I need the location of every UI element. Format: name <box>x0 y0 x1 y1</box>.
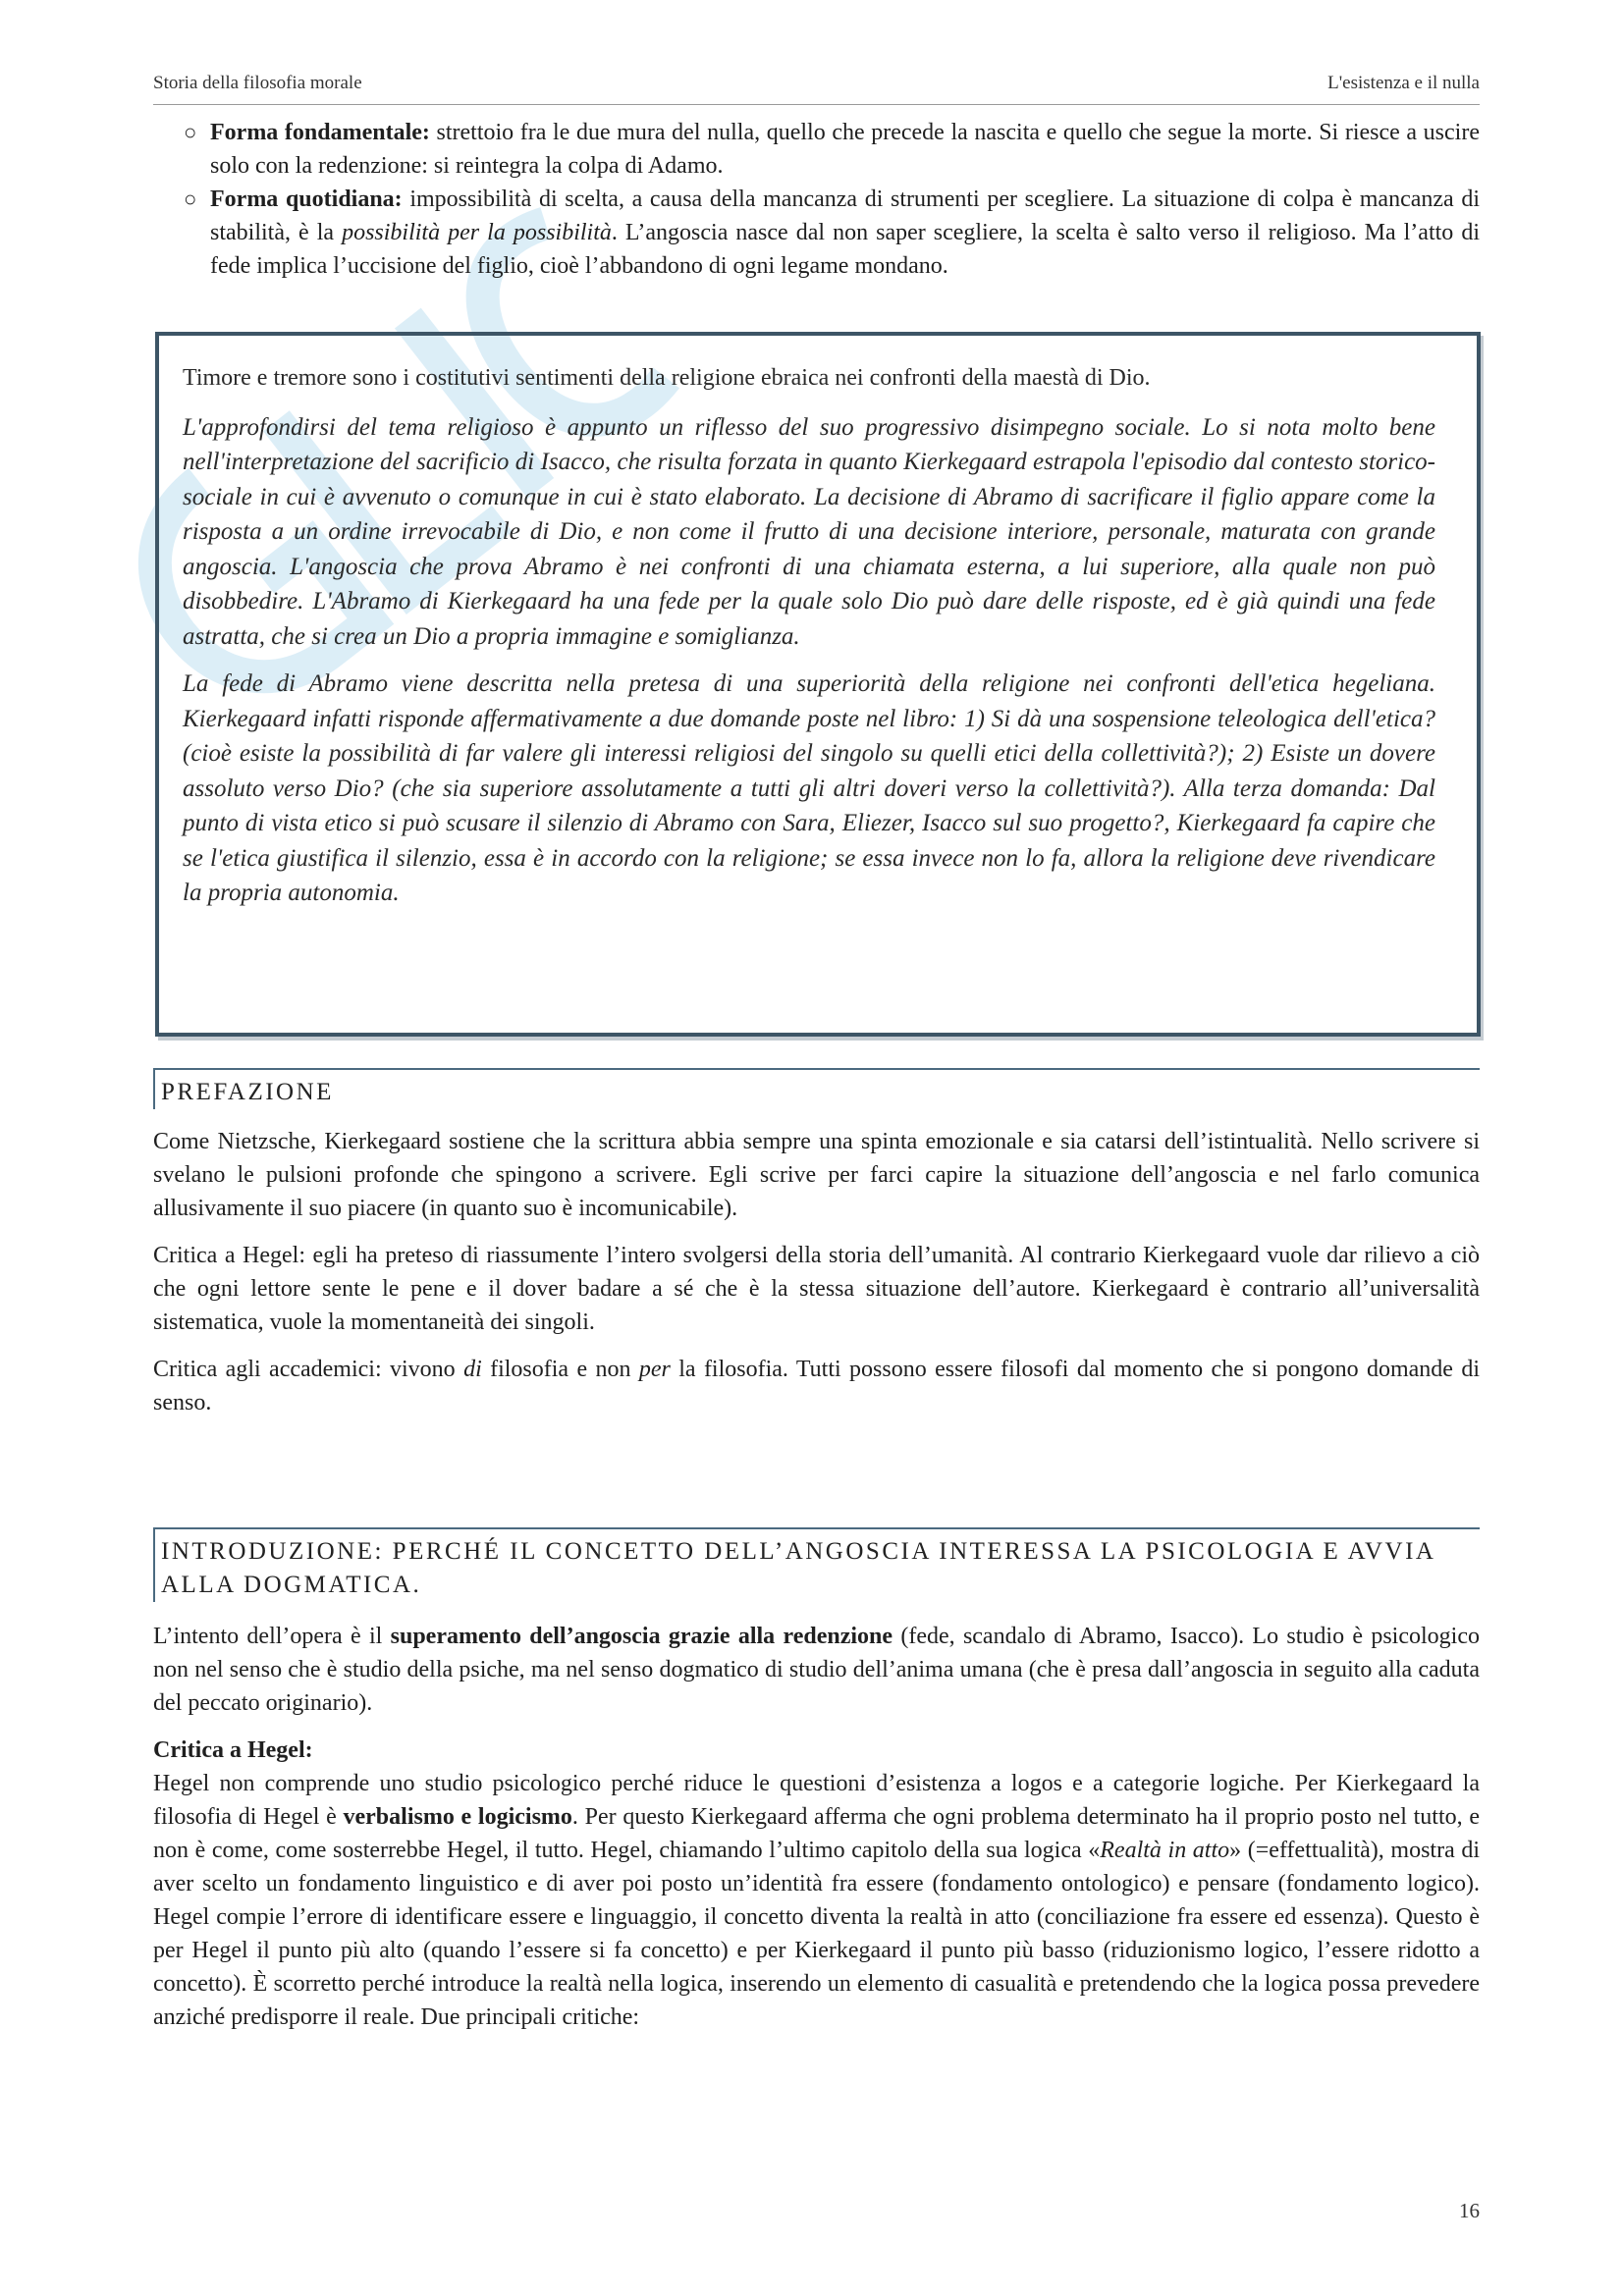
text-run-bold: verbalismo e logicismo <box>343 1804 572 1830</box>
text-run-italic: per <box>638 1357 671 1382</box>
section-heading-introduzione: INTRODUZIONE: PERCHÉ IL CONCETTO DELL’ANGOSCIA INTERESSA LA PSICOLOGIA E AVVIA ALLA DOGMATICA. <box>153 1527 1480 1602</box>
introduzione-body <box>153 1620 1480 2048</box>
quote-intro: Timore e tremore sono i costitutivi sentimenti della religione ebraica nei confronti della maestà di Dio. <box>183 365 1151 391</box>
quote-box <box>155 332 1481 1037</box>
text-run-italic: Realtà in atto <box>1100 1838 1230 1863</box>
circle-bullet-icon: ○ <box>184 120 197 144</box>
bullet-text: strettoio fra le due mura del nulla, quello che precede la nascita e quello che segue la morte. Si riesce a uscire solo con la redenzione: si reintegra la colpa di Adamo. <box>210 120 1480 179</box>
text-run: Critica agli accademici: vivono <box>153 1357 464 1382</box>
text-run: (fede, scandalo di Abramo, Isacco). Lo studio è psicologico non nel senso che è studio della psiche, ma nel senso dogmatico di studio dell’anima umana (che è presa dall’angoscia in seguito alla caduta del peccato originario). <box>153 1624 1480 1716</box>
circle-bullet-icon: ○ <box>184 187 197 211</box>
text-run: . Per questo Kierkegaard afferma che ogni problema determinato ha il proprio posto nel tutto, e non è come, come sosterrebbe Hegel, il tutto. Hegel, chiamando l’ultimo capitolo della sua logica « <box>153 1804 1480 1863</box>
bullet-term: Forma fondamentale: <box>210 120 430 145</box>
page-number: 16 <box>1459 2199 1480 2222</box>
bullet-text: impossibilità di scelta, a causa della mancanza di strumenti per scegliere. La situazione di colpa è mancanza di stabilità, è la <box>210 187 1481 245</box>
text-run-bold: superamento dell’angoscia grazie alla redenzione <box>390 1624 893 1649</box>
text-run: L’intento dell’opera è il <box>153 1624 391 1649</box>
quote-paragraph: L'approfondirsi del tema religioso è appunto un riflesso del suo progressivo disimpegno sociale. Lo si nota molto bene nell'interpretazione del sacrificio di Isacco, che risulta forzata in quanto Kierkegaard estrapola l'episodio dal contesto storico-sociale in cui è avvenuto o comunque in cui è stato elaborato. La decisione di Abramo di sacrificare il figlio appare come la risposta a un ordine irrevocabile di Dio, e non come il frutto di una decisione interiore, personale, maturata con grande angoscia. L'angoscia che prova Abramo è nei confronti di una chiamata esterna, a lui superiore, alla quale non può disobbedire. L'Abramo di Kierkegaard ha una fede per la quale solo Dio può dare delle risposte, ed è già quindi una fede astratta, che si crea un Dio a propria immagine e somiglianza. <box>183 413 1435 650</box>
text-run: » (=effettualità), mostra di aver scelto un fondamento linguistico e di aver poi posto un’identità fra essere (fondamento ontologico) e pensare (fondamento logico). Hegel compie l’errore di identificare essere e linguaggio, il concetto diventa la realtà in atto (conciliazione fra essere ed essenza). Questo è per Hegel il punto più alto (quando l’essere si fa concetto) e per Kierkegaard il punto più basso (riduzionismo logico, l’essere ridotto a concetto). È scorretto perché introduce la realtà nella logica, inserendo un elemento di casualità e pretendendo che la logica possa prevedere anziché predisporre il reale. Due principali critiche: <box>153 1838 1481 2030</box>
header-course-title: Storia della filosofia morale <box>153 73 362 93</box>
paragraph: Critica a Hegel: egli ha preteso di riassumente l’intero svolgersi della storia dell’umanità. Al contrario Kierkegaard vuole dar rilievo a ciò che ogni lettore sente le pene e il dover badare a sé che è la stessa situazione dell’autore. Kierkegaard è contrario all’universalità sistematica, vuole la momentaneità dei singoli. <box>153 1243 1480 1335</box>
text-run: filosofia e non <box>481 1357 639 1382</box>
list-item <box>184 116 1480 183</box>
bullet-text: . L’angoscia nasce dal non saper scegliere, la scelta è salto verso il religioso. Ma l’atto di fede implica l’uccisione del figlio, cioè l’abbandono di ogni legame mondano. <box>210 220 1480 279</box>
header-chapter-title: L'esistenza e il nulla <box>1327 73 1480 93</box>
paragraph: Come Nietzsche, Kierkegaard sostiene che la scrittura abbia sempre una spinta emozionale e sia catarsi dell’istintualità. Nello scrivere si svelano le pulsioni profonde che spingono a scrivere. Egli scrive per farci capire la situazione dell’angoscia e nel farlo comunica allusivamente il suo piacere (in quanto suo è incomunicabile). <box>153 1129 1480 1221</box>
bullet-term: Forma quotidiana: <box>210 187 403 212</box>
paragraph <box>153 1353 1480 1419</box>
subheading-text: Critica a Hegel: <box>153 1737 313 1763</box>
text-run: la filosofia. Tutti possono essere filosofi dal momento che si pongono domande di senso. <box>153 1357 1480 1415</box>
paragraph <box>153 1620 1480 1720</box>
list-item <box>184 183 1481 283</box>
section-heading-prefazione: PREFAZIONE <box>153 1068 1480 1109</box>
text-run: Hegel non comprende uno studio psicologico perché riduce le questioni d’esistenza a logos e a categorie logiche. Per Kierkegaard la filosofia di Hegel è <box>153 1771 1480 1830</box>
paragraph <box>153 1767 1480 2034</box>
text-run-italic: di <box>463 1357 482 1382</box>
prefazione-body <box>153 1125 1480 1433</box>
quote-paragraph: La fede di Abramo viene descritta nella pretesa di una superiorità della religione nei confronti dell'etica hegeliana. Kierkegaard infatti risponde affermativamente a due domande poste nel libro: 1) Si dà una sospensione teleologica dell'etica? (cioè esiste la possibilità di far valere gli interessi religiosi del singolo su quelli etici della collettività?); 2) Esiste un dovere assoluto verso Dio? (che sia superiore assolutamente a tutti gli altri doveri verso la collettività?). Alla terza domanda: Dal punto di vista etico si può scusare il silenzio di Abramo con Sara, Eliezer, Isacco sul suo progetto?, Kierkegaard fa capire che se l'etica giustifica il silenzio, essa è in accordo con la religione; se essa invece non lo fa, allora la religione deve rivendicare la propria autonomia. <box>183 670 1435 906</box>
forms-bullet-list <box>184 116 1481 283</box>
bullet-italic: possibilità per la possibilità <box>342 220 612 245</box>
subheading <box>153 1734 1480 1767</box>
running-header <box>153 73 1480 105</box>
